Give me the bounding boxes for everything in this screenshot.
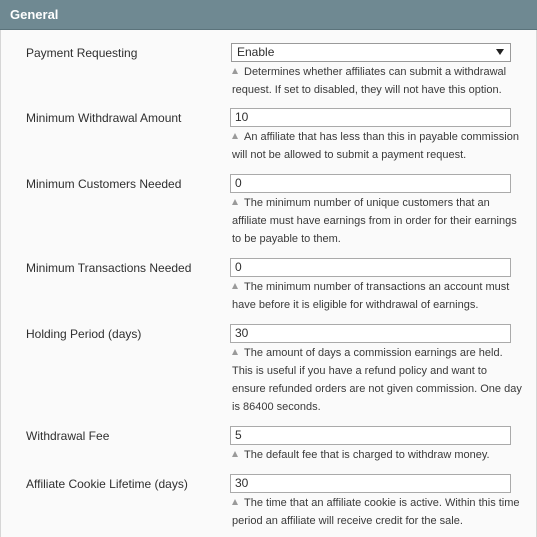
- triangle-up-icon: [232, 451, 238, 457]
- minimum-withdrawal-amount-value: 10: [235, 110, 249, 124]
- note-text: The time that an affiliate cookie is active. Within this time period an affiliate will receive credit for the sale.: [232, 497, 520, 527]
- withdrawal-fee-label: Withdrawal Fee: [26, 429, 110, 443]
- holding-period-value: 30: [235, 326, 249, 340]
- minimum-customers-needed-note: [232, 194, 522, 248]
- affiliate-cookie-lifetime-value: 30: [235, 476, 249, 490]
- note-text: The amount of days a commission earnings are held. This is useful if you have a refund policy and want to ensure refunded orders are not given commission. One day is 86400 seconds.: [232, 347, 522, 413]
- minimum-transactions-needed-label: Minimum Transactions Needed: [26, 261, 192, 275]
- payment-requesting-label: Payment Requesting: [26, 46, 138, 60]
- minimum-withdrawal-amount-input[interactable]: [230, 108, 511, 127]
- holding-period-input[interactable]: [230, 324, 511, 343]
- affiliate-cookie-lifetime-input[interactable]: [230, 474, 511, 493]
- triangle-up-icon: [232, 68, 238, 74]
- minimum-withdrawal-amount-label: Minimum Withdrawal Amount: [26, 111, 182, 125]
- chevron-down-icon[interactable]: [496, 49, 504, 55]
- withdrawal-fee-input[interactable]: [230, 426, 511, 445]
- holding-period-note: [232, 344, 522, 416]
- minimum-transactions-needed-value: 0: [235, 260, 242, 274]
- minimum-withdrawal-amount-note: [232, 128, 522, 164]
- minimum-customers-needed-label: Minimum Customers Needed: [26, 177, 182, 191]
- section-header[interactable]: [0, 0, 537, 30]
- minimum-customers-needed-value: 0: [235, 176, 242, 190]
- triangle-up-icon: [232, 349, 238, 355]
- section-title: General: [10, 7, 59, 22]
- payment-requesting-note: [232, 63, 522, 99]
- minimum-transactions-needed-input[interactable]: [230, 258, 511, 277]
- withdrawal-fee-note: [232, 446, 522, 464]
- note-text: The default fee that is charged to withdraw money.: [244, 449, 490, 461]
- triangle-up-icon: [232, 499, 238, 505]
- holding-period-label: Holding Period (days): [26, 327, 142, 341]
- triangle-up-icon: [232, 133, 238, 139]
- minimum-customers-needed-input[interactable]: [230, 174, 511, 193]
- triangle-up-icon: [232, 199, 238, 205]
- note-text: The minimum number of transactions an account must have before it is eligible for withdrawal of earnings.: [232, 281, 510, 311]
- withdrawal-fee-value: 5: [235, 428, 242, 442]
- triangle-up-icon: [232, 283, 238, 289]
- note-text: Determines whether affiliates can submit a withdrawal request. If set to disabled, they will not have this option.: [232, 66, 507, 96]
- minimum-transactions-needed-note: [232, 278, 522, 314]
- note-text: The minimum number of unique customers that an affiliate must have earnings from in order for their earnings to be payable to them.: [232, 197, 517, 245]
- payment-requesting-value: Enable: [237, 45, 275, 59]
- affiliate-cookie-lifetime-label: Affiliate Cookie Lifetime (days): [26, 477, 188, 491]
- affiliate-cookie-lifetime-note: [232, 494, 522, 530]
- payment-requesting-select[interactable]: [231, 43, 511, 62]
- note-text: An affiliate that has less than this in payable commission will not be allowed to submit a payment request.: [232, 131, 519, 161]
